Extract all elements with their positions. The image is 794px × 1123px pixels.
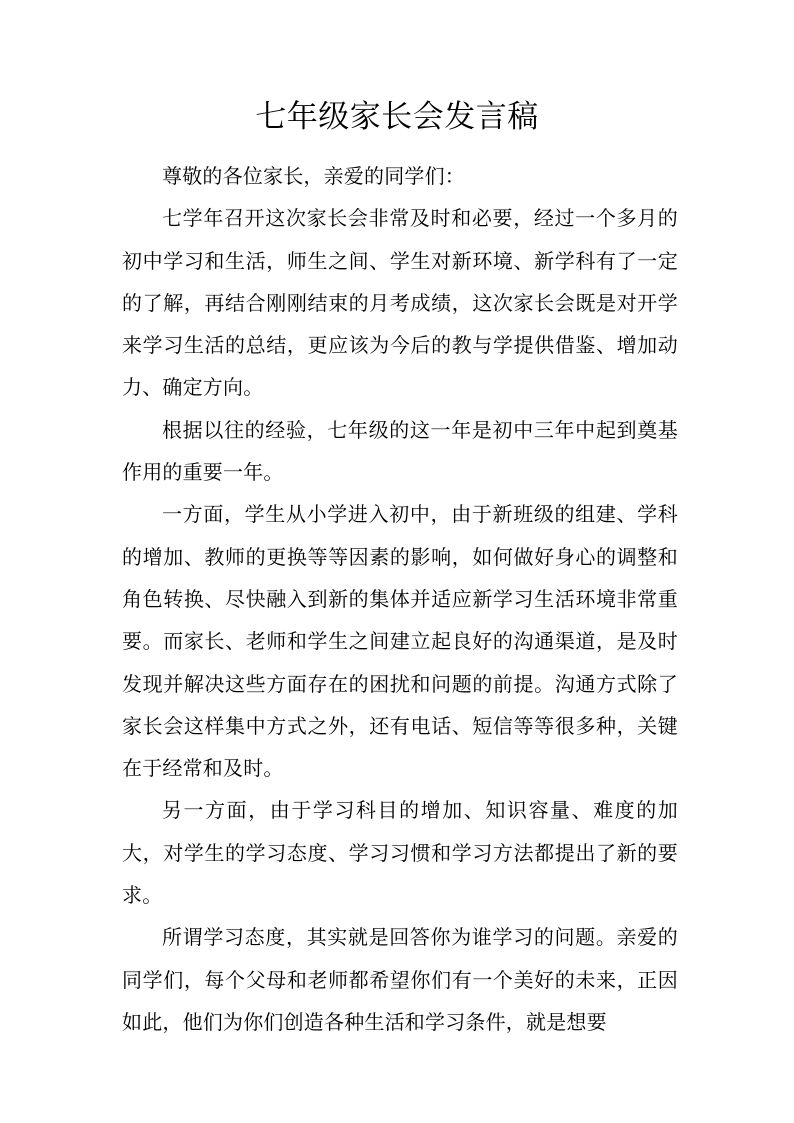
- document-title: 七年级家长会发言稿: [255, 99, 539, 135]
- first-aspect-paragraph: 一方面，学生从小学进入初中，由于新班级的组建、学科的增加、教师的更换等等因素的影响，如何做好身心的调整和角色转换、尽快融入到新的集体并适应新学习生活环境非常重要。而家长、老师和学生之间建立起良好的沟通渠道，是及时发现并解决这些方面存在的困扰和问题的前提。沟通方式除了家长会这样集中方式之外，还有电话、短信等等很多种，关键在于经常和及时。: [122, 502, 678, 781]
- opening-paragraph: 七学年召开这次家长会非常及时和必要，经过一个多月的初中学习和生活，师生之间、学生对新环境、新学科有了一定的了解，再结合刚刚结束的月考成绩，这次家长会既是对开学来学习生活的总结，更应该为今后的教与学提供借鉴、增加动力、确定方向。: [122, 206, 678, 400]
- second-aspect-paragraph: 另一方面，由于学习科目的增加、知识容量、难度的加大，对学生的学习态度、学习习惯和学习方法都提出了新的要求。: [122, 798, 678, 908]
- document-body: [122, 155, 678, 1043]
- greeting-paragraph: 尊敬的各位家长，亲爱的同学们：: [162, 164, 465, 188]
- attitude-paragraph: 所谓学习态度，其实就是回答你为谁学习的问题。亲爱的同学们，每个父母和老师都希望你们有一个美好的未来，正因如此，他们为你们创造各种生活和学习条件，就是想要: [122, 925, 678, 1034]
- experience-paragraph: 根据以往的经验，七年级的这一年是初中三年中起到奠基作用的重要一年。: [122, 417, 678, 485]
